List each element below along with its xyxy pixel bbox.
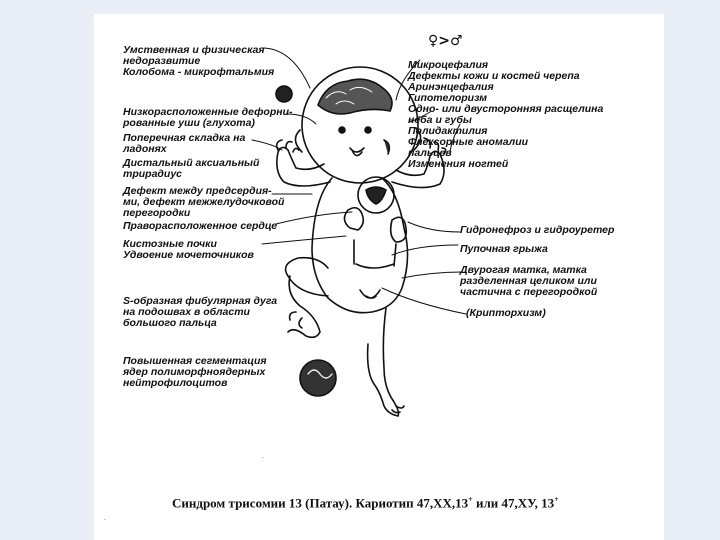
- label-bicornuate-uterus: Двурогая матка, матка разделенная целиком или частична с перегородкой: [460, 264, 598, 298]
- label-dextrocardia: Праворасположенное сердце: [123, 220, 278, 232]
- caption-sup-1: +: [468, 495, 473, 504]
- left-kidney: [344, 208, 363, 264]
- label-fibular-arch: S-образная фибулярная дуга на подошвах в области большого пальца: [123, 295, 278, 329]
- caption-mid: или 47,ХУ, 13: [472, 495, 555, 511]
- label-axial-triradius: Дистальный аксиальный трирадиус: [123, 157, 260, 180]
- ear-cell-marker: [276, 86, 292, 102]
- neutrophil-cell: [300, 360, 336, 396]
- label-mental-retardation: Умственная и физическая недоразвитие Колобома - микрофтальмия: [123, 44, 275, 78]
- caption-sup-2: +: [554, 495, 559, 504]
- label-umbilical-hernia: Пупочная грыжа: [460, 243, 548, 255]
- label-neutrophil-segmentation: Повышенная сегментация ядер полиморфноядерных нейтрофилоцитов: [123, 355, 267, 389]
- caption-main: Синдром трисомии 13 (Патау). Кариотип 47,ХХ,13: [172, 495, 469, 511]
- label-palmar-crease: Поперечная складка на ладонях: [123, 132, 246, 155]
- svg-text:.: .: [262, 453, 264, 460]
- brain-defect: [318, 79, 392, 114]
- label-cryptorchidism: (Крипторхизм): [466, 307, 546, 319]
- label-low-set-ears: Низкорасположенные дефорни- рованные уши (глухота): [123, 106, 293, 129]
- label-head-anomalies: Микроцефалия Дефекты кожи и костей черепа Аринэнцефалия Гипотелоризм Одно- или двусторонняя расщелина нёба и губы Полидактилия Флексорные аномалии пальцев Изменения ногтей: [408, 59, 604, 170]
- sex-ratio-symbol: ♀>♂: [428, 33, 463, 49]
- svg-text:.: .: [104, 515, 106, 522]
- figure-caption: [172, 495, 632, 511]
- label-cystic-kidneys: Кистозные почки Удвоение мочеточников: [123, 238, 254, 261]
- label-hydronephrosis: Гидронефроз и гидроуретер: [460, 224, 615, 236]
- label-septal-defect: Дефект между предсердия- ми, дефект межжелудочковой перегородки: [123, 185, 285, 219]
